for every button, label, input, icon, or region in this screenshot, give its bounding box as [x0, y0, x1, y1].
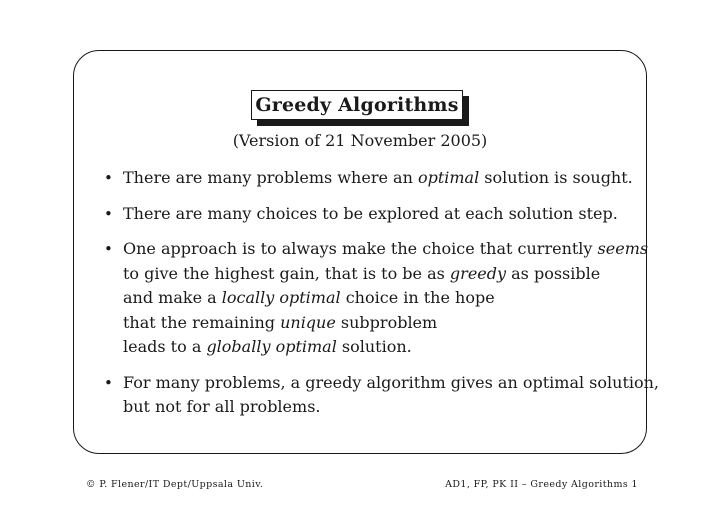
emphasis-text: globally optimal [206, 337, 337, 356]
bullet-line [123, 286, 654, 311]
footer-right: AD1, FP, PK II – Greedy Algorithms 1 [445, 479, 638, 490]
bullet-marker: • [104, 169, 113, 187]
bullet-text: and make a [123, 288, 222, 307]
emphasis-text: greedy [449, 263, 507, 283]
emphasis-text: locally optimal [221, 288, 341, 307]
footer-left: © P. Flener/IT Dept/Uppsala Univ. [86, 479, 264, 490]
bullet-line [123, 335, 654, 360]
bullet-line [123, 311, 654, 336]
bullet-line [123, 395, 654, 420]
bullet-text: choice in the hope [340, 288, 495, 307]
bullet-line [123, 237, 654, 262]
bullet-marker: • [104, 373, 113, 392]
bullet-text: to give the highest gain, that is to be as [123, 263, 450, 283]
bullet-line [123, 166, 654, 191]
bullet-list [104, 166, 660, 431]
bullet-item [104, 202, 654, 227]
bullet-item [104, 371, 660, 420]
emphasis-text: seems [597, 239, 649, 258]
bullet-text: solution is sought. [479, 168, 633, 187]
bullet-text: as possible [506, 263, 601, 283]
title-box [251, 90, 463, 120]
bullet-item [104, 237, 654, 360]
bullet-line [123, 202, 654, 227]
bullet-line [123, 262, 654, 287]
slide-subtitle: (Version of 21 November 2005) [232, 131, 488, 150]
bullet-text: that the remaining [123, 312, 281, 332]
bullet-text: There are many choices to be explored at each solution step. [123, 203, 618, 223]
bullet-text: subproblem [335, 312, 438, 332]
slide-title: Greedy Algorithms [251, 90, 463, 120]
bullet-text: One approach is to always make the choice that currently [123, 239, 598, 258]
bullet-line [123, 371, 660, 396]
bullet-text: There are many problems where an [123, 168, 418, 187]
bullet-text: For many problems, a greedy algorithm gives an optimal solution, [123, 372, 660, 392]
bullet-marker: • [104, 204, 113, 223]
bullet-marker: • [104, 240, 113, 258]
emphasis-text: optimal [417, 168, 480, 187]
bullet-text: leads to a [123, 337, 207, 356]
emphasis-text: unique [280, 312, 336, 332]
bullet-text: solution. [336, 337, 412, 356]
bullet-item [104, 166, 654, 191]
bullet-text: but not for all problems. [123, 397, 321, 416]
